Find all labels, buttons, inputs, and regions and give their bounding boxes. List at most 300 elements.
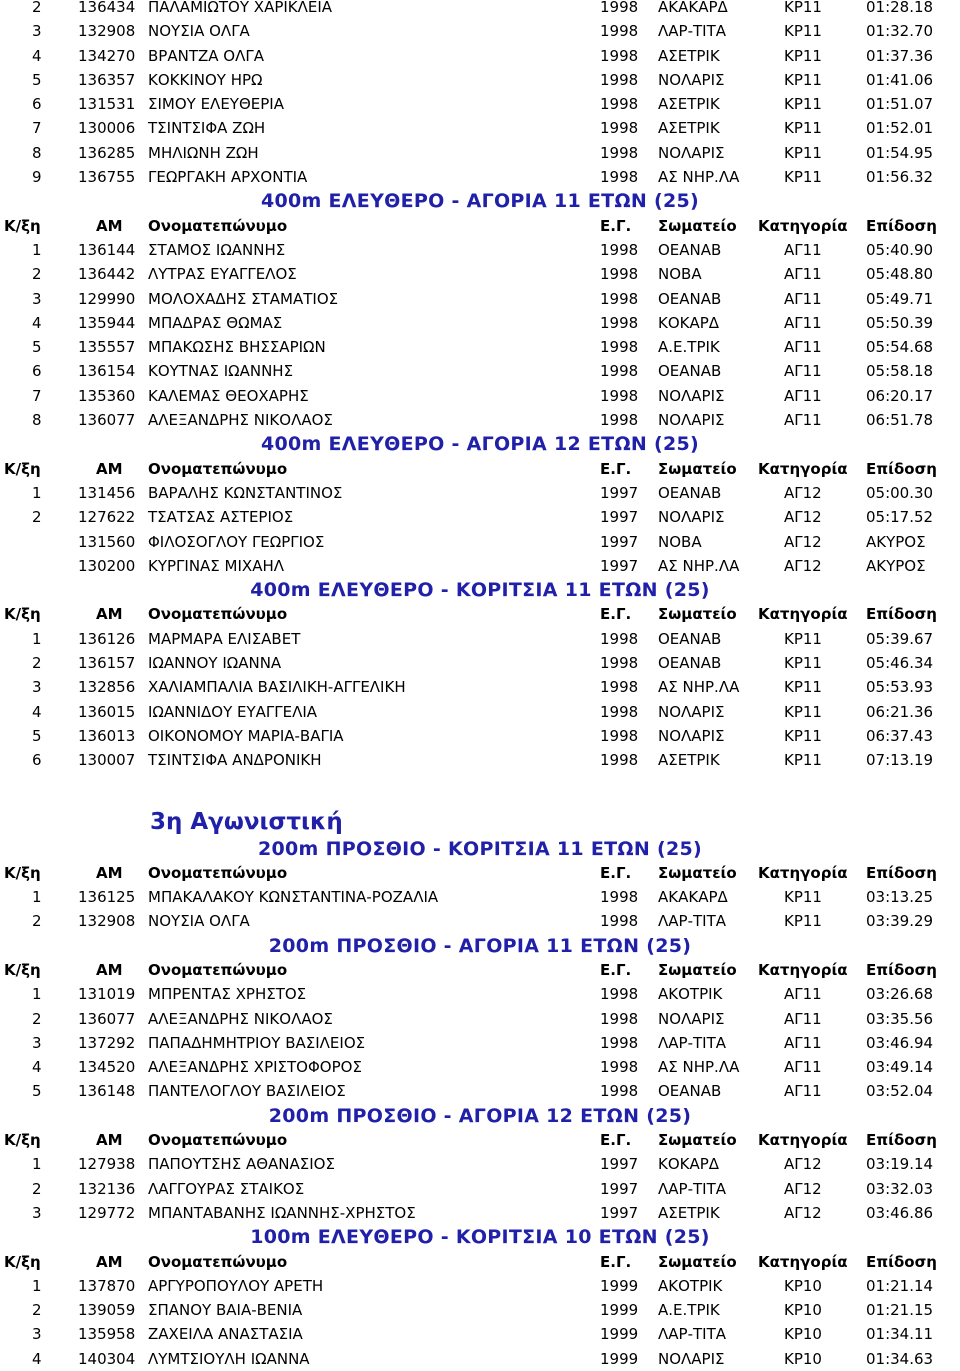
yob-cell: 1998 (600, 362, 639, 381)
performance-cell: 03:39.29 (866, 912, 934, 931)
yob-cell: 1998 (600, 1033, 639, 1052)
yob-cell: 1997 (600, 556, 639, 575)
yob-cell: 1998 (600, 240, 639, 259)
result-row (0, 1347, 960, 1371)
category-cell: ΑΓ12 (784, 1203, 822, 1222)
result-row (0, 651, 960, 675)
column-header-row (0, 602, 960, 626)
session-heading (0, 807, 960, 837)
header-performance: Επίδοση (866, 1131, 937, 1150)
performance-cell: 05:00.30 (866, 483, 934, 502)
header-name: Ονοματεπώνυμο (148, 459, 288, 478)
performance-cell: 01:56.32 (866, 168, 934, 187)
category-cell: ΚΡ11 (784, 0, 822, 16)
yob-cell: 1998 (600, 912, 639, 931)
rank-cell: 1 (32, 888, 42, 907)
rank-cell: 7 (32, 386, 42, 405)
performance-cell: 06:20.17 (866, 386, 934, 405)
club-cell: ΑΣ ΝΗΡ.ΛΑ (658, 168, 740, 187)
yob-cell: 1998 (600, 313, 639, 332)
category-cell: ΑΓ12 (784, 556, 822, 575)
yob-cell: 1998 (600, 726, 639, 745)
header-category: Κατηγορία (758, 960, 848, 979)
category-cell: ΚΡ11 (784, 654, 822, 673)
performance-cell: 03:19.14 (866, 1155, 934, 1174)
result-row (0, 982, 960, 1006)
am-cell: 136125 (78, 888, 136, 907)
performance-cell: 05:17.52 (866, 508, 934, 527)
performance-cell: 03:49.14 (866, 1058, 934, 1077)
header-am: ΑΜ (96, 863, 123, 882)
result-row (0, 1152, 960, 1176)
am-cell: 127622 (78, 508, 136, 527)
yob-cell: 1998 (600, 0, 639, 16)
yob-cell: 1997 (600, 1203, 639, 1222)
column-header-row (0, 457, 960, 481)
category-cell: ΑΓ12 (784, 1179, 822, 1198)
performance-cell: 01:52.01 (866, 119, 934, 138)
result-row (0, 1177, 960, 1201)
result-row (0, 92, 960, 116)
result-row (0, 1201, 960, 1225)
header-yob: Ε.Γ. (600, 459, 632, 478)
club-cell: ΚΟΚΑΡΔ (658, 1155, 720, 1174)
result-row (0, 359, 960, 383)
name-cell: ΛΥΜΤΣΙΟΥΛΗ ΙΩΑΝΝΑ (148, 1349, 310, 1368)
category-cell: ΚΡ10 (784, 1325, 822, 1344)
am-cell: 131560 (78, 532, 136, 551)
result-row (0, 0, 960, 19)
result-row (0, 1322, 960, 1346)
event-title: 400m ΕΛΕΥΘΕΡΟ - ΚΟΡΙΤΣΙΑ 11 ΕΤΩΝ (25) (250, 579, 710, 602)
header-am: ΑΜ (96, 605, 123, 624)
name-cell: ΤΣΙΝΤΣΙΦΑ ΑΝΔΡΟΝΙΚΗ (148, 751, 322, 770)
category-cell: ΑΓ11 (784, 1009, 822, 1028)
rank-cell: 1 (32, 629, 42, 648)
event-title: 200m ΠΡΟΣΘΙΟ - ΑΓΟΡΙΑ 12 ΕΤΩΝ (25) (268, 1104, 692, 1127)
name-cell: ΓΕΩΡΓΑΚΗ ΑΡΧΟΝΤΙΑ (148, 168, 308, 187)
column-header-row (0, 1250, 960, 1274)
performance-cell: ΑΚΥΡΟΣ (866, 532, 926, 551)
club-cell: ΑΣΕΤΡΙΚ (658, 119, 720, 138)
yob-cell: 1999 (600, 1349, 639, 1368)
yob-cell: 1998 (600, 386, 639, 405)
club-cell: ΛΑΡ-ΤΙΤΑ (658, 912, 726, 931)
am-cell: 130006 (78, 119, 136, 138)
name-cell: ΜΗΛΙΩΝΗ ΖΩΗ (148, 143, 259, 162)
category-cell: ΚΡ11 (784, 678, 822, 697)
club-cell: ΑΣΕΤΡΙΚ (658, 46, 720, 65)
club-cell: ΝΟΛΑΡΙΣ (658, 386, 725, 405)
header-am: ΑΜ (96, 960, 123, 979)
performance-cell: 05:50.39 (866, 313, 934, 332)
header-category: Κατηγορία (758, 459, 848, 478)
performance-cell: 03:26.68 (866, 985, 934, 1004)
rank-cell: 3 (32, 22, 42, 41)
result-row (0, 262, 960, 286)
result-row (0, 1031, 960, 1055)
am-cell: 136144 (78, 240, 136, 259)
name-cell: ΜΠΑΚΑΛΑΚΟΥ ΚΩΝΣΤΑΝΤΙΝΑ-ΡΟΖΑΛΙΑ (148, 888, 439, 907)
club-cell: ΝΟΒΑ (658, 265, 702, 284)
am-cell: 136126 (78, 629, 136, 648)
spacer (0, 773, 960, 807)
name-cell: ΑΛΕΞΑΝΔΡΗΣ ΧΡΙΣΤΟΦΟΡΟΣ (148, 1058, 362, 1077)
am-cell: 131456 (78, 483, 136, 502)
yob-cell: 1998 (600, 289, 639, 308)
performance-cell: 01:37.36 (866, 46, 934, 65)
yob-cell: 1998 (600, 143, 639, 162)
header-club: Σωματείο (658, 1252, 737, 1271)
name-cell: ΠΑΛΑΜΙΩΤΟΥ ΧΑΡΙΚΛΕΙΑ (148, 0, 333, 16)
name-cell: ΙΩΑΝΝΙΔΟΥ ΕΥΑΓΓΕΛΙΑ (148, 702, 318, 721)
am-cell: 137870 (78, 1276, 136, 1295)
club-cell: ΑΣΕΤΡΙΚ (658, 95, 720, 114)
performance-cell: 01:34.11 (866, 1325, 934, 1344)
rank-cell: 5 (32, 1082, 42, 1101)
category-cell: ΚΡ11 (784, 143, 822, 162)
header-club: Σωματείο (658, 605, 737, 624)
category-cell: ΑΓ11 (784, 265, 822, 284)
name-cell: ΚΑΛΕΜΑΣ ΘΕΟΧΑΡΗΣ (148, 386, 309, 405)
yob-cell: 1998 (600, 338, 639, 357)
yob-cell: 1998 (600, 95, 639, 114)
yob-cell: 1998 (600, 654, 639, 673)
yob-cell: 1998 (600, 119, 639, 138)
yob-cell: 1997 (600, 1155, 639, 1174)
rank-cell: 3 (32, 1325, 42, 1344)
result-row (0, 1007, 960, 1031)
performance-cell: 05:54.68 (866, 338, 934, 357)
name-cell: ΚΥΡΓΙΝΑΣ ΜΙΧΑΗΛ (148, 556, 284, 575)
category-cell: ΑΓ12 (784, 532, 822, 551)
header-rank: Κ/ξη (4, 960, 41, 979)
club-cell: ΚΟΚΑΡΔ (658, 313, 720, 332)
result-row (0, 627, 960, 651)
header-performance: Επίδοση (866, 863, 937, 882)
column-header-row (0, 214, 960, 238)
rank-cell: 6 (32, 95, 42, 114)
name-cell: ΝΟΥΣΙΑ ΟΛΓΑ (148, 22, 250, 41)
name-cell: ΠΑΝΤΕΛΟΓΛΟΥ ΒΑΣΙΛΕΙΟΣ (148, 1082, 346, 1101)
header-category: Κατηγορία (758, 1131, 848, 1150)
result-row (0, 408, 960, 432)
am-cell: 135360 (78, 386, 136, 405)
column-header-row (0, 861, 960, 885)
name-cell: ΣΠΑΝΟΥ ΒΑΙΑ-ΒΕΝΙΑ (148, 1301, 303, 1320)
yob-cell: 1998 (600, 751, 639, 770)
category-cell: ΚΡ10 (784, 1301, 822, 1320)
performance-cell: ΑΚΥΡΟΣ (866, 556, 926, 575)
result-row (0, 165, 960, 189)
am-cell: 136157 (78, 654, 136, 673)
performance-cell: 01:21.15 (866, 1301, 934, 1320)
am-cell: 136015 (78, 702, 136, 721)
am-cell: 132908 (78, 912, 136, 931)
performance-cell: 01:34.63 (866, 1349, 934, 1368)
performance-cell: 05:48.80 (866, 265, 934, 284)
header-am: ΑΜ (96, 216, 123, 235)
header-club: Σωματείο (658, 1131, 737, 1150)
result-row (0, 1079, 960, 1103)
yob-cell: 1998 (600, 1082, 639, 1101)
club-cell: ΑΣΕΤΡΙΚ (658, 1203, 720, 1222)
rank-cell: 9 (32, 168, 42, 187)
club-cell: ΑΚΑΚΑΡΔ (658, 888, 728, 907)
am-cell: 136077 (78, 1009, 136, 1028)
event-title: 400m ΕΛΕΥΘΕΡΟ - ΑΓΟΡΙΑ 11 ΕΤΩΝ (25) (260, 190, 700, 213)
yob-cell: 1997 (600, 532, 639, 551)
rank-cell: 4 (32, 46, 42, 65)
header-performance: Επίδοση (866, 605, 937, 624)
am-cell: 139059 (78, 1301, 136, 1320)
performance-cell: 03:35.56 (866, 1009, 934, 1028)
performance-cell: 03:46.86 (866, 1203, 934, 1222)
header-am: ΑΜ (96, 1252, 123, 1271)
rank-cell: 2 (32, 265, 42, 284)
yob-cell: 1998 (600, 46, 639, 65)
category-cell: ΚΡ11 (784, 912, 822, 931)
category-cell: ΑΓ12 (784, 508, 822, 527)
result-row (0, 141, 960, 165)
column-header-row (0, 958, 960, 982)
performance-cell: 05:58.18 (866, 362, 934, 381)
category-cell: ΑΓ11 (784, 1058, 822, 1077)
event-title: 200m ΠΡΟΣΘΙΟ - ΑΓΟΡΙΑ 11 ΕΤΩΝ (25) (268, 934, 692, 957)
club-cell: ΝΟΛΑΡΙΣ (658, 70, 725, 89)
club-cell: Α.Ε.ΤΡΙΚ (658, 1301, 720, 1320)
am-cell: 132856 (78, 678, 136, 697)
performance-cell: 01:28.18 (866, 0, 934, 16)
result-row (0, 724, 960, 748)
category-cell: ΚΡ11 (784, 751, 822, 770)
club-cell: ΑΚΑΚΑΡΔ (658, 0, 728, 16)
result-row (0, 19, 960, 43)
performance-cell: 05:53.93 (866, 678, 934, 697)
yob-cell: 1999 (600, 1301, 639, 1320)
rank-cell: 4 (32, 313, 42, 332)
rank-cell: 5 (32, 726, 42, 745)
club-cell: ΟΕΑΝΑΒ (658, 483, 722, 502)
rank-cell: 7 (32, 119, 42, 138)
am-cell: 134270 (78, 46, 136, 65)
result-row (0, 505, 960, 529)
category-cell: ΚΡ11 (784, 168, 822, 187)
category-cell: ΑΓ11 (784, 289, 822, 308)
category-cell: ΑΓ12 (784, 483, 822, 502)
am-cell: 136148 (78, 1082, 136, 1101)
club-cell: ΝΟΛΑΡΙΣ (658, 726, 725, 745)
yob-cell: 1997 (600, 483, 639, 502)
club-cell: ΝΟΛΑΡΙΣ (658, 411, 725, 430)
name-cell: ΣΙΜΟΥ ΕΛΕΥΘΕΡΙΑ (148, 95, 284, 114)
performance-cell: 05:40.90 (866, 240, 934, 259)
am-cell: 136285 (78, 143, 136, 162)
club-cell: ΟΕΑΝΑΒ (658, 1082, 722, 1101)
am-cell: 137292 (78, 1033, 136, 1052)
header-yob: Ε.Γ. (600, 605, 632, 624)
category-cell: ΑΓ12 (784, 1155, 822, 1174)
result-row (0, 1274, 960, 1298)
club-cell: ΝΟΛΑΡΙΣ (658, 1349, 725, 1368)
performance-cell: 01:54.95 (866, 143, 934, 162)
club-cell: ΑΚΟΤΡΙΚ (658, 985, 723, 1004)
am-cell: 132136 (78, 1179, 136, 1198)
header-club: Σωματείο (658, 459, 737, 478)
performance-cell: 01:51.07 (866, 95, 934, 114)
rank-cell: 1 (32, 483, 42, 502)
rank-cell: 6 (32, 362, 42, 381)
category-cell: ΚΡ10 (784, 1276, 822, 1295)
header-am: ΑΜ (96, 1131, 123, 1150)
name-cell: ΙΩΑΝΝΟΥ ΙΩΑΝΝΑ (148, 654, 282, 673)
am-cell: 136013 (78, 726, 136, 745)
result-row (0, 384, 960, 408)
header-category: Κατηγορία (758, 863, 848, 882)
rank-cell: 4 (32, 1349, 42, 1368)
header-name: Ονοματεπώνυμο (148, 863, 288, 882)
header-performance: Επίδοση (866, 1252, 937, 1271)
name-cell: ΑΛΕΞΑΝΔΡΗΣ ΝΙΚΟΛΑΟΣ (148, 411, 333, 430)
am-cell: 135944 (78, 313, 136, 332)
rank-cell: 8 (32, 143, 42, 162)
rank-cell: 2 (32, 508, 42, 527)
category-cell: ΑΓ11 (784, 411, 822, 430)
rank-cell: 3 (32, 1033, 42, 1052)
yob-cell: 1998 (600, 985, 639, 1004)
club-cell: ΟΕΑΝΑΒ (658, 654, 722, 673)
am-cell: 131019 (78, 985, 136, 1004)
yob-cell: 1998 (600, 702, 639, 721)
result-row (0, 675, 960, 699)
club-cell: ΝΟΛΑΡΙΣ (658, 1009, 725, 1028)
club-cell: ΛΑΡ-ΤΙΤΑ (658, 22, 726, 41)
rank-cell: 3 (32, 1203, 42, 1222)
header-yob: Ε.Γ. (600, 216, 632, 235)
header-performance: Επίδοση (866, 960, 937, 979)
name-cell: ΛΑΓΓΟΥΡΑΣ ΣΤΑΙΚΟΣ (148, 1179, 305, 1198)
performance-cell: 03:52.04 (866, 1082, 934, 1101)
session-title: 3η Αγωνιστική (150, 808, 343, 835)
header-yob: Ε.Γ. (600, 863, 632, 882)
category-cell: ΚΡ10 (784, 1349, 822, 1368)
name-cell: ΖΑΧΕΙΛΑ ΑΝΑΣΤΑΣΙΑ (148, 1325, 303, 1344)
header-yob: Ε.Γ. (600, 1131, 632, 1150)
header-rank: Κ/ξη (4, 1252, 41, 1271)
am-cell: 135557 (78, 338, 136, 357)
rank-cell: 2 (32, 654, 42, 673)
club-cell: ΑΣ ΝΗΡ.ΛΑ (658, 1058, 740, 1077)
header-category: Κατηγορία (758, 216, 848, 235)
club-cell: ΑΣΕΤΡΙΚ (658, 751, 720, 770)
header-category: Κατηγορία (758, 605, 848, 624)
header-yob: Ε.Γ. (600, 1252, 632, 1271)
club-cell: ΟΕΑΝΑΒ (658, 629, 722, 648)
category-cell: ΑΓ11 (784, 338, 822, 357)
rank-cell: 5 (32, 70, 42, 89)
name-cell: ΦΙΛΟΣΟΓΛΟΥ ΓΕΩΡΓΙΟΣ (148, 532, 325, 551)
club-cell: ΑΣ ΝΗΡ.ΛΑ (658, 556, 740, 575)
result-row (0, 238, 960, 262)
name-cell: ΛΥΤΡΑΣ ΕΥΑΓΓΕΛΟΣ (148, 265, 297, 284)
yob-cell: 1998 (600, 1058, 639, 1077)
result-row (0, 909, 960, 933)
result-row (0, 700, 960, 724)
yob-cell: 1998 (600, 265, 639, 284)
category-cell: ΚΡ11 (784, 702, 822, 721)
club-cell: ΛΑΡ-ΤΙΤΑ (658, 1325, 726, 1344)
result-row (0, 335, 960, 359)
header-rank: Κ/ξη (4, 216, 41, 235)
name-cell: ΜΠΡΕΝΤΑΣ ΧΡΗΣΤΟΣ (148, 985, 307, 1004)
rank-cell: 8 (32, 411, 42, 430)
name-cell: ΚΟΚΚΙΝΟΥ ΗΡΩ (148, 70, 263, 89)
category-cell: ΚΡ11 (784, 888, 822, 907)
result-row (0, 44, 960, 68)
name-cell: ΑΡΓΥΡΟΠΟΥΛΟΥ ΑΡΕΤΗ (148, 1276, 324, 1295)
performance-cell: 03:46.94 (866, 1033, 934, 1052)
result-row (0, 311, 960, 335)
rank-cell: 4 (32, 702, 42, 721)
header-performance: Επίδοση (866, 459, 937, 478)
rank-cell: 2 (32, 912, 42, 931)
name-cell: ΝΟΥΣΙΑ ΟΛΓΑ (148, 912, 250, 931)
category-cell: ΚΡ11 (784, 119, 822, 138)
am-cell: 129990 (78, 289, 136, 308)
name-cell: ΠΑΠΑΔΗΜΗΤΡΙΟΥ ΒΑΣΙΛΕΙΟΣ (148, 1033, 366, 1052)
am-cell: 127938 (78, 1155, 136, 1174)
yob-cell: 1997 (600, 1179, 639, 1198)
header-club: Σωματείο (658, 216, 737, 235)
performance-cell: 01:32.70 (866, 22, 934, 41)
am-cell: 136077 (78, 411, 136, 430)
rank-cell: 2 (32, 0, 42, 16)
header-am: ΑΜ (96, 459, 123, 478)
header-name: Ονοματεπώνυμο (148, 605, 288, 624)
name-cell: ΟΙΚΟΝΟΜΟΥ ΜΑΡΙΑ-ΒΑΓΙΑ (148, 726, 344, 745)
performance-cell: 07:13.19 (866, 751, 934, 770)
event-title: 200m ΠΡΟΣΘΙΟ - ΚΟΡΙΤΣΙΑ 11 ΕΤΩΝ (25) (258, 837, 702, 860)
name-cell: ΚΟΥΤΝΑΣ ΙΩΑΝΝΗΣ (148, 362, 294, 381)
performance-cell: 01:21.14 (866, 1276, 934, 1295)
am-cell: 136755 (78, 168, 136, 187)
performance-cell: 03:32.03 (866, 1179, 934, 1198)
name-cell: ΧΑΛΙΑΜΠΑΛΙΑ ΒΑΣΙΛΙΚΗ-ΑΓΓΕΛΙΚΗ (148, 678, 406, 697)
am-cell: 136357 (78, 70, 136, 89)
name-cell: ΒΑΡΑΛΗΣ ΚΩΝΣΤΑΝΤΙΝΟΣ (148, 483, 343, 502)
result-row (0, 530, 960, 554)
result-row (0, 748, 960, 772)
yob-cell: 1999 (600, 1276, 639, 1295)
rank-cell: 3 (32, 678, 42, 697)
performance-cell: 05:39.67 (866, 629, 934, 648)
club-cell: ΟΕΑΝΑΒ (658, 240, 722, 259)
am-cell: 130007 (78, 751, 136, 770)
yob-cell: 1998 (600, 1009, 639, 1028)
rank-cell: 2 (32, 1301, 42, 1320)
name-cell: ΒΡΑΝΤΖΑ ΟΛΓΑ (148, 46, 264, 65)
rank-cell: 3 (32, 289, 42, 308)
performance-cell: 06:37.43 (866, 726, 934, 745)
header-name: Ονοματεπώνυμο (148, 1131, 288, 1150)
name-cell: ΜΠΑΝΤΑΒΑΝΗΣ ΙΩΑΝΝΗΣ-ΧΡΗΣΤΟΣ (148, 1203, 416, 1222)
am-cell: 130200 (78, 556, 136, 575)
category-cell: ΚΡ11 (784, 726, 822, 745)
header-name: Ονοματεπώνυμο (148, 1252, 288, 1271)
name-cell: ΑΛΕΞΑΝΔΡΗΣ ΝΙΚΟΛΑΟΣ (148, 1009, 333, 1028)
am-cell: 135958 (78, 1325, 136, 1344)
performance-cell: 06:21.36 (866, 702, 934, 721)
